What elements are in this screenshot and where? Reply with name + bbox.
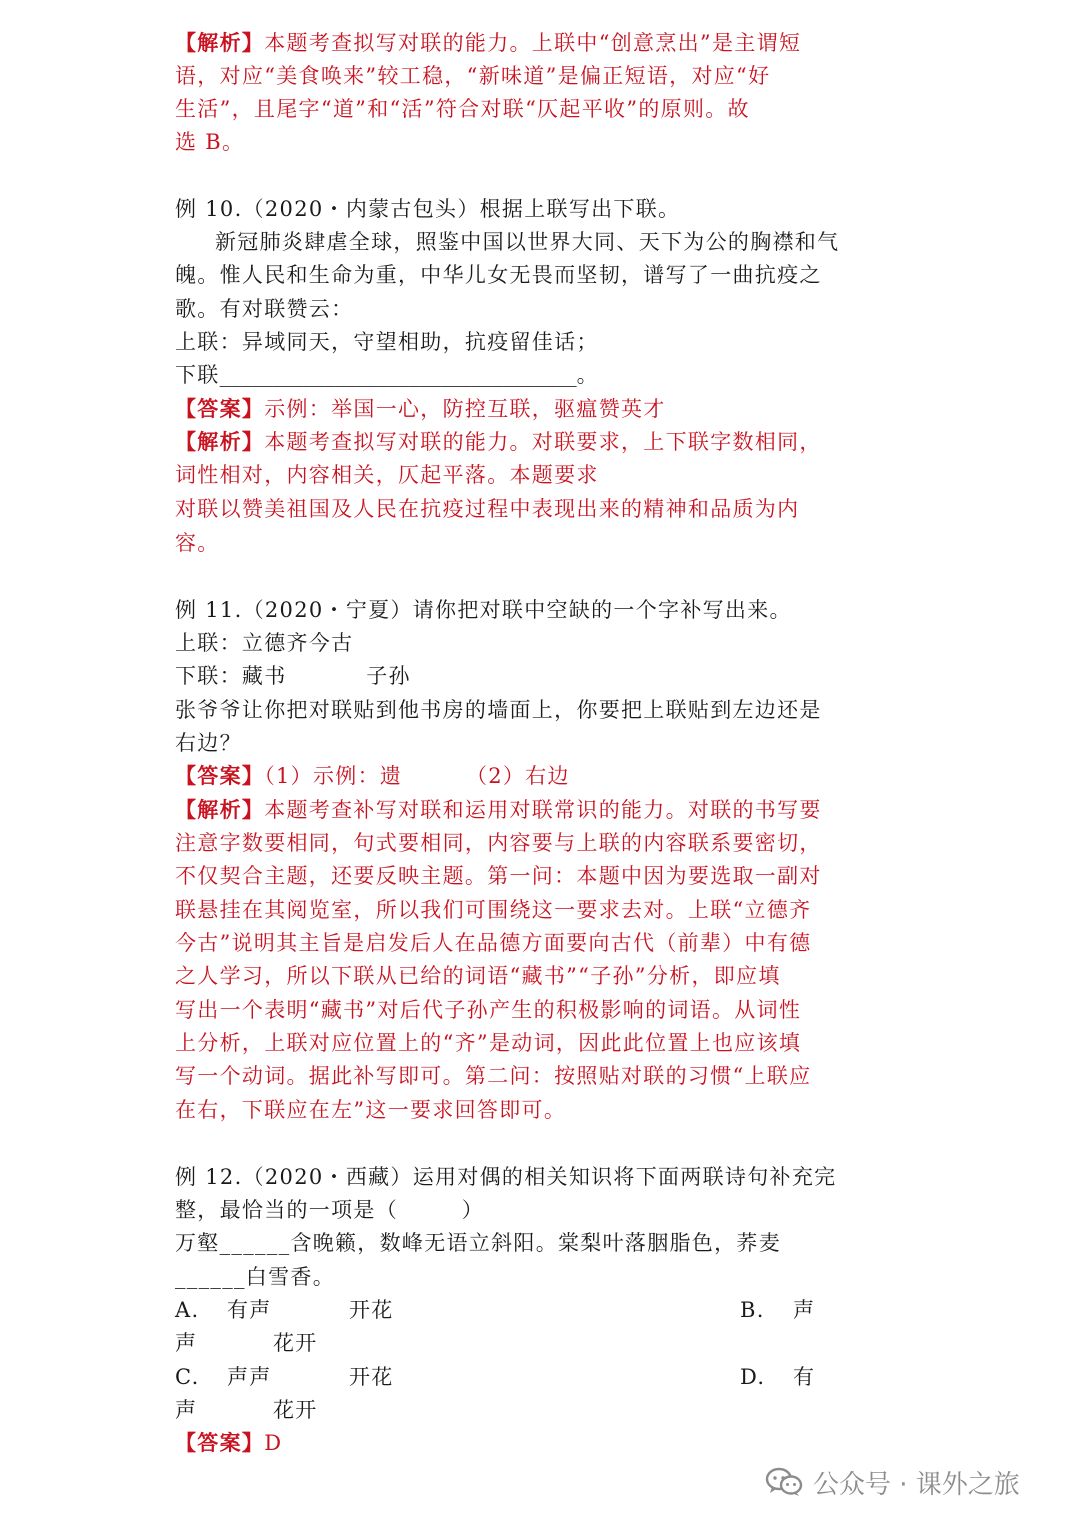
option-c-word-1: 声声 — [227, 1365, 272, 1389]
q11-question-line-2: 右边？ — [175, 731, 242, 755]
q11-analysis-line-1: 【解析】本题考查补写对联和运用对联常识的能力。对联的书写要 — [175, 797, 822, 822]
option-a-word-2: 开花 — [349, 1298, 394, 1322]
analysis-label: 【解析】 — [175, 30, 265, 55]
q11-analysis-line-8: 上分析，上联对应位置上的“齐”是动词，因此此位置上也应该填 — [175, 1031, 802, 1055]
q11-analysis-line-10: 在右，下联应在左”这一要求回答即可。 — [175, 1098, 567, 1122]
q11-header: 例 11.（2020・宁夏）请你把对联中空缺的一个字补写出来。 — [175, 598, 792, 622]
q11-analysis-line-6: 之人学习，所以下联从已给的词语“藏书”“子孙”分析，即应填 — [175, 964, 781, 988]
q11-analysis-line-7: 写出一个表明“藏书”对后代子孙产生的积极影响的词语。从词性 — [175, 998, 802, 1022]
q12-answer: 【答案】D — [175, 1430, 283, 1455]
wechat-watermark — [765, 1462, 1020, 1502]
option-c-word-2: 开花 — [349, 1365, 394, 1389]
q9-analysis-line-1: 【解析】本题考查拟写对联的能力。上联中“创意烹出”是主谓短 — [175, 30, 802, 55]
q12-header-line-1: 例 12.（2020・西藏）运用对偶的相关知识将下面两联诗句补充完 — [175, 1165, 837, 1189]
option-b-word-1: 声 — [793, 1298, 816, 1322]
wechat-icon — [765, 1467, 803, 1497]
analysis-label: 【解析】 — [175, 429, 265, 454]
q10-analysis-line-4: 容。 — [175, 531, 220, 555]
watermark-text: 公众号 · 课外之旅 — [813, 1469, 1020, 1500]
option-d-word-2: 花开 — [273, 1398, 318, 1422]
q10-answer: 【答案】示例：举国一心，防控互联，驱瘟赞英才 — [175, 396, 666, 421]
q10-passage-line-2: 魄。惟人民和生命为重，中华儿女无畏而坚韧，谱写了一曲抗疫之 — [175, 263, 822, 287]
fill-in-blank: __________________________________ — [219, 363, 577, 387]
answer-label: 【答案】 — [175, 396, 265, 421]
q10-header: 例 10.（2020・内蒙古包头）根据上联写出下联。 — [175, 197, 681, 221]
q11-answer: 【答案】（1）示例：遗 （2）右边 — [175, 763, 570, 788]
q10-passage-line-1: 新冠肺炎肆虐全球，照鉴中国以世界大同、天下为公的胸襟和气 — [215, 230, 840, 254]
q11-analysis-line-4: 联悬挂在其阅览室，所以我们可围绕这一要求去对。上联“立德齐 — [175, 898, 812, 922]
answer-label: 【答案】 — [175, 1430, 265, 1455]
q11-question-line-1: 张爷爷让你把对联贴到他书房的墙面上，你要把上联贴到左边还是 — [175, 698, 822, 722]
q10-upper-couplet: 上联：异域同天，守望相助，抗疫留佳话； — [175, 330, 599, 354]
q12-poem-line-2: ______白雪香。 — [175, 1265, 335, 1289]
q9-analysis-line-4: 选 B。 — [175, 130, 245, 154]
analysis-label: 【解析】 — [175, 797, 265, 822]
q11-lower-couplet: 下联：藏书 子孙 — [175, 664, 411, 688]
q11-analysis-line-3: 不仅契合主题，还要反映主题。第一问：本题中因为要选取一副对 — [175, 864, 822, 888]
q10-passage-line-3: 歌。有对联赞云： — [175, 297, 354, 321]
option-a-word-1: 有声 — [227, 1298, 272, 1322]
q11-analysis-line-2: 注意字数要相同，句式要相同，内容要与上联的内容联系要密切， — [175, 831, 822, 855]
option-d-word-1: 有 — [793, 1365, 816, 1389]
q10-analysis-line-1: 【解析】本题考查拟写对联的能力。对联要求，上下联字数相同， — [175, 429, 822, 454]
option-d-continued: 声 — [175, 1398, 198, 1422]
option-b-word-2: 花开 — [273, 1331, 318, 1355]
q11-analysis-line-9: 写一个动词。据此补写即可。第二问：按照贴对联的习惯“上联应 — [175, 1064, 812, 1088]
option-b-letter: B. — [740, 1298, 765, 1322]
answer-label: 【答案】 — [175, 763, 265, 788]
option-c-letter: C. — [175, 1365, 200, 1389]
q9-analysis-line-2: 语，对应“美食唤来”较工稳，“新味道”是偏正短语，对应“好 — [175, 64, 771, 88]
q9-analysis-line-3: 生活”，且尾字“道”和“活”符合对联“仄起平收”的原则。故 — [175, 97, 750, 121]
option-d-letter: D. — [740, 1365, 766, 1389]
q11-upper-couplet: 上联：立德齐今古 — [175, 631, 354, 655]
q11-analysis-line-5: 今古”说明其主旨是启发后人在品德方面要向古代（前辈）中有德 — [175, 931, 812, 955]
option-b-continued: 声 — [175, 1331, 198, 1355]
q10-analysis-line-3: 对联以赞美祖国及人民在抗疫过程中表现出来的精神和品质为内 — [175, 497, 800, 521]
q12-header-line-2: 整，最恰当的一项是（ ） — [175, 1198, 485, 1222]
option-a-letter: A. — [175, 1298, 200, 1322]
q10-analysis-line-2: 词性相对，内容相关，仄起平落。本题要求 — [175, 463, 599, 487]
q10-lower-couplet: 下联__________________________________。 — [175, 363, 599, 387]
q12-poem-line-1: 万壑______含晚籁，数峰无语立斜阳。棠梨叶落胭脂色，荞麦 — [175, 1231, 781, 1255]
